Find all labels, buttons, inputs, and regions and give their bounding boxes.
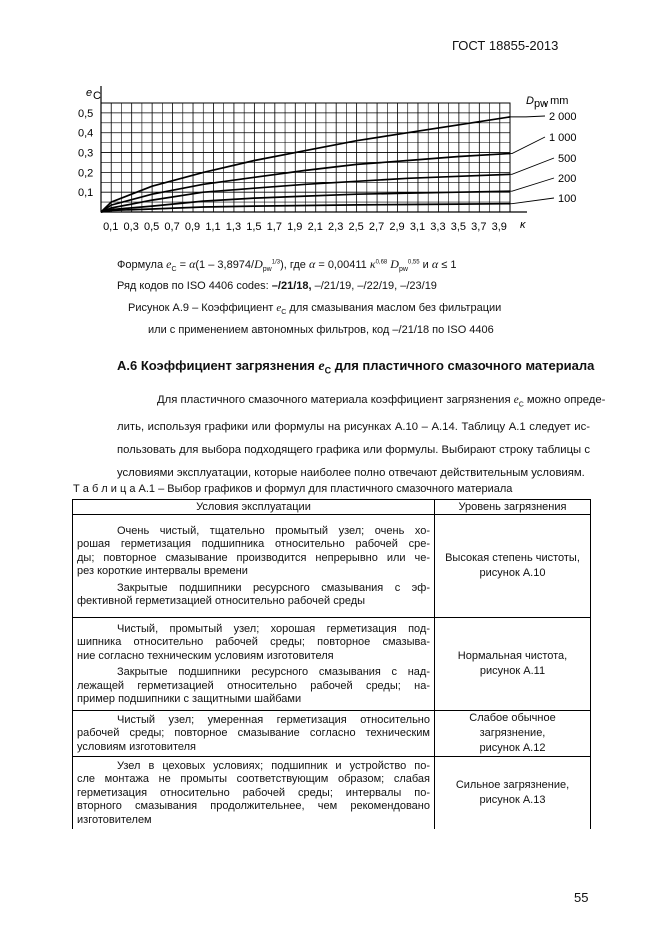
x-tick-label: 0,7 bbox=[164, 221, 180, 233]
x-tick-label: 1,3 bbox=[225, 221, 242, 233]
legend-leader bbox=[510, 137, 545, 154]
level-cell: Высокая степень чистоты, рисунок А.10 bbox=[435, 515, 591, 618]
level-cell: Слабое обычное загрязнение, рисунок А.12 bbox=[435, 711, 591, 757]
condition-paragraph: Чистый узел; умеренная герметизация относительно рабочей среды; повторное смазывание согласно техническим условиям изготовителя bbox=[77, 713, 430, 753]
legend-title-sub: pw bbox=[534, 98, 549, 110]
x-tick-label: 1,9 bbox=[287, 221, 303, 233]
x-tick-label: 1,5 bbox=[246, 221, 262, 233]
selection-table bbox=[72, 499, 591, 829]
legend-label: 1 000 bbox=[549, 132, 577, 144]
x-tick-label: 3,5 bbox=[450, 221, 467, 233]
conditions-cell bbox=[73, 711, 435, 757]
x-tick-label: 2,5 bbox=[348, 221, 364, 233]
legend-label: 200 bbox=[558, 173, 577, 185]
x-tick-label: 1,1 bbox=[205, 221, 221, 233]
x-tick-label: 0,5 bbox=[143, 221, 160, 233]
standard-code: ГОСТ 18855-2013 bbox=[452, 38, 559, 53]
contamination-chart bbox=[0, 0, 661, 250]
y-tick-label: 0,4 bbox=[78, 127, 94, 140]
col-header-conditions: Условия эксплуатации bbox=[73, 500, 435, 515]
table-row bbox=[73, 515, 591, 618]
table-row bbox=[73, 618, 591, 711]
legend-leader bbox=[510, 178, 554, 191]
table-caption: Т а б л и ц а А.1 – Выбор графиков и формул для пластичного смазочного материала bbox=[73, 483, 513, 495]
condition-paragraph: Чистый, промытый узел; хорошая герметизация под- шипника относительно рабочей среды; повторное смазыва- ние согласно техническим условиям изготовителя bbox=[77, 622, 430, 662]
iso-codes-line: Ряд кодов по ISO 4406 codes: –/21/18, –/21/19, –/22/19, –/23/19 bbox=[117, 280, 437, 292]
y-axis-label: e bbox=[86, 87, 93, 99]
legend-label: 2 000 bbox=[549, 111, 577, 123]
table-row bbox=[73, 757, 591, 829]
level-cell: Сильное загрязнение, рисунок А.13 bbox=[435, 757, 591, 829]
table-header-row bbox=[73, 500, 591, 515]
conditions-cell bbox=[73, 757, 435, 829]
formula-line: Формула $e_C = \alpha(1 - 3,8974/D_{pw}^{1/3})$, где α = 0,00411 $\kappa^{0,68}$ $D_{pw}^{0,55}$ и α ≤ 1 bbox=[117, 257, 457, 274]
x-tick-label: 3,7 bbox=[471, 221, 487, 233]
x-tick-label: 1,7 bbox=[266, 221, 282, 233]
chart-legend bbox=[510, 95, 577, 205]
x-tick-label: 2,1 bbox=[307, 221, 323, 233]
figure-caption-line-1: Рисунок А.9 – Коэффициент $e_C$ для смазывания маслом без фильтрации bbox=[128, 302, 502, 317]
table-row bbox=[73, 711, 591, 757]
y-tick-label: 0,3 bbox=[78, 147, 94, 160]
figure-caption-line-2: или с применением автономных фильтров, код –/21/18 по ISO 4406 bbox=[148, 324, 494, 336]
x-tick-label: 0,9 bbox=[184, 221, 201, 233]
x-tick-label: 2,7 bbox=[368, 221, 385, 233]
x-tick-label: 3,1 bbox=[409, 221, 426, 233]
legend-label: 500 bbox=[558, 153, 577, 165]
body-paragraph: Для пластичного смазочного материала коэффициент загрязнения $e_C$ можно опреде- лить, используя графики или формулы на рисунках А.10 – А.14. Таблицу А.1 следует ис- пользовать для выбора подходящего графика или формулы. Выбирают строку таблицы с условиями эксплуатации, которые наиболее полно отвечают действительным условиям. bbox=[117, 394, 606, 480]
condition-paragraph: Закрытые подшипники ресурсного смазывания с над- лежащей герметизацией относительно рабочей среды; на- пример подшипники с защитными шайбами bbox=[77, 666, 430, 705]
y-axis-label-sub: C bbox=[93, 90, 101, 102]
conditions-cell bbox=[73, 515, 435, 618]
legend-title: D bbox=[526, 95, 534, 107]
y-tick-label: 0,5 bbox=[78, 107, 94, 120]
legend-title-unit: , mm bbox=[544, 95, 569, 107]
x-tick-label: 0,1 bbox=[103, 221, 119, 233]
legend-leader bbox=[510, 198, 554, 204]
y-tick-label: 0,2 bbox=[78, 167, 94, 180]
x-tick-label: 2,9 bbox=[389, 221, 405, 233]
x-tick-label: 0,3 bbox=[123, 221, 139, 233]
condition-paragraph: Очень чистый, тщательно промытый узел; очень хо- рошая герметизация подшипника относительно рабочей сре- ды; повторное смазывание производится непрерывно или че- рез короткие интервалы времени bbox=[77, 524, 430, 577]
conditions-cell bbox=[73, 618, 435, 711]
legend-leader bbox=[510, 116, 545, 117]
x-tick-label: 3,9 bbox=[491, 221, 507, 233]
condition-paragraph: Узел в цеховых условиях; подшипник и устройство по- сле монтажа не промыты соответствующим образом; слабая герметизация относительно рабочей среды; интервалы по- вторного смазывания продолжительнее, чем рекомендовано изготовителем bbox=[77, 759, 430, 826]
x-axis-label: κ bbox=[520, 219, 526, 231]
legend-leader bbox=[510, 158, 554, 174]
level-cell: Нормальная чистота, рисунок А.11 bbox=[435, 618, 591, 711]
x-tick-label: 2,3 bbox=[328, 221, 344, 233]
page-number: 55 bbox=[574, 890, 589, 905]
col-header-level: Уровень загрязнения bbox=[435, 500, 591, 515]
y-tick-label: 0,1 bbox=[78, 187, 94, 200]
legend-label: 100 bbox=[558, 193, 577, 205]
condition-paragraph: Закрытые подшипники ресурсного смазывания с эф- фективной герметизацией относительно рабочей среды bbox=[77, 581, 430, 607]
section-heading: А.6 Коэффициент загрязнения $e_C$ для пластичного смазочного материала bbox=[117, 358, 595, 376]
x-tick-label: 3,3 bbox=[430, 221, 446, 233]
